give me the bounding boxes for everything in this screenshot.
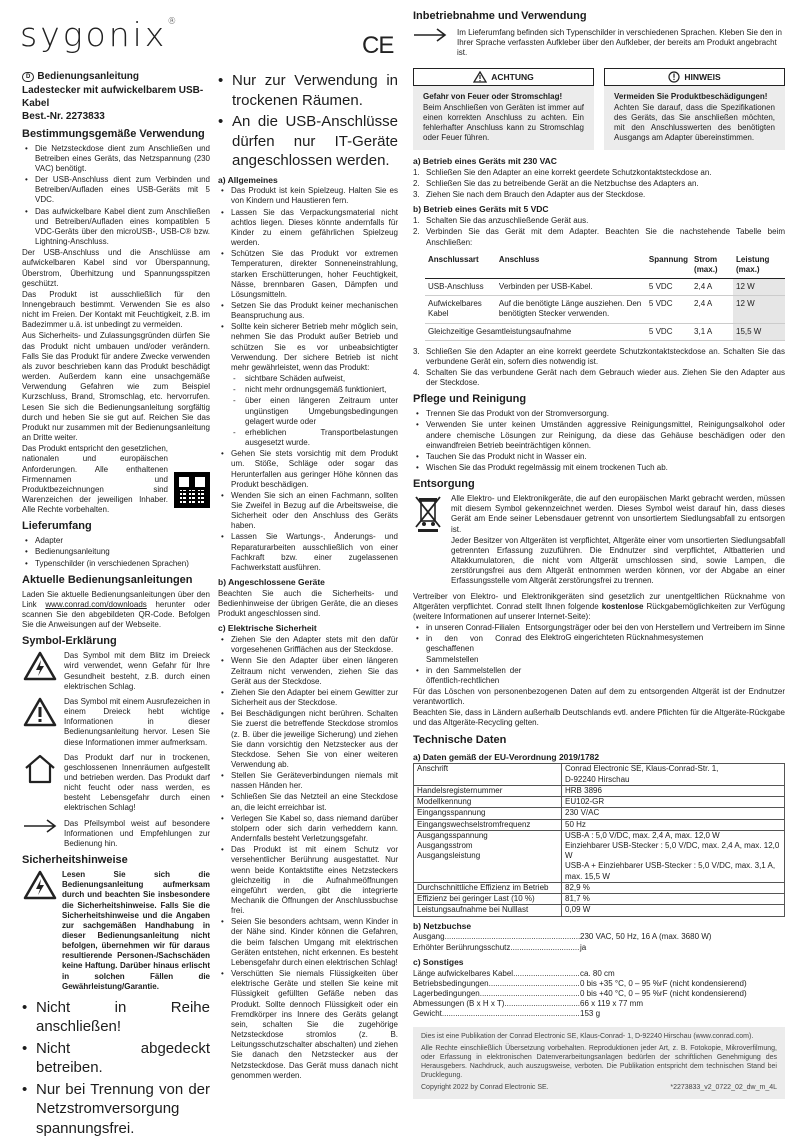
paragraph: Laden Sie aktuelle Bedienungsanleitungen über den Link www.conrad.com/downloads herunter oder scannen Sie den abgebildeten QR-Code. Befolgen Sie die Anweisungen auf der Webseite. — [22, 589, 210, 630]
heading-care: Pflege und Reinigung — [413, 393, 527, 406]
list-item: • Das aufwickelbare Kabel dient zum Anschließen und Betreiben/Aufladen eines kompatiblen 5 VDC-Geräts über den microUSB-, USB-C® bzw. Lightning-Anschluss. — [22, 207, 210, 248]
brand-logo: sygonix® — [20, 15, 177, 54]
paragraph: Der USB-Anschluss und die Anschlüsse am aufwickelbaren Kabel sind vor Überspannung, Überstrom, Überhitzung und Spannungsspitzen geschützt. — [22, 248, 210, 288]
list-item: 4. Schalten Sie das verbundene Gerät nach dem Gebrauch wieder aus. Ziehen Sie den Adapter aus der Steckdose. — [413, 368, 785, 388]
crossed-bin-icon — [413, 494, 443, 532]
list-item: • Schließen Sie das Netzteil an eine Steckdose an, die leicht erreichbar ist. — [218, 792, 398, 812]
list-item: • Nur bei Trennung von der Netzstromversorgung spannungsfrei. — [22, 1080, 210, 1139]
paragraph: Jeder Besitzer von Altgeräten ist verpflichtet, Altgeräte einer vom unsortierten Siedlungsabfall getrennten Erfassung zuzuführen. Die Endnutzer sind verpflichtet, Altbatterien und Altakkumulatoren, die nicht vom Altgerät umschlossen sind, sowie Lampen, die zerstörungsfrei aus dem Altgerät entnommen werden können, vor der Abgabe an einer Erfassungsstelle vom Altgerät zerstörungsfrei zu trennen. — [451, 535, 785, 586]
spec-row: Gewicht ..... 153 g — [413, 1009, 785, 1019]
spec-row: Länge aufwickelbares Kabel ..... ca. 80 cm — [413, 969, 785, 979]
warning-icon — [473, 71, 487, 83]
table-row — [414, 830, 785, 882]
column-1 — [22, 71, 210, 1140]
heading-misc: c) Sonstiges — [413, 956, 464, 967]
qr-code — [174, 472, 210, 508]
table-row — [414, 764, 785, 785]
steps-230v — [413, 168, 785, 200]
heading-tech: Technische Daten — [413, 733, 507, 746]
list-item: • in den von Conrad geschaffenen Sammelstellen — [413, 634, 521, 664]
copyright: Copyright 2022 by Conrad Electronic SE. — [421, 1083, 549, 1091]
heading-scope: Lieferumfang — [22, 520, 92, 533]
big-list — [22, 998, 210, 1139]
spec-row: Erhöhter Berührungsschutz ..... ja — [413, 943, 785, 953]
heading-230v: a) Betrieb eines Geräts mit 230 VAC — [413, 156, 557, 167]
heading-symbols: Symbol-Erklärung — [22, 635, 117, 648]
heading-disposal: Entsorgung — [413, 478, 475, 491]
symbol-row — [22, 697, 210, 748]
list-item: • Lassen Sie das Verpackungsmaterial nicht achtlos liegen. Dieses könnte andernfalls für Kinder zu einem gefährlichen Spielzeug werden. — [218, 208, 398, 249]
list-item: 3. Ziehen Sie nach dem Brauch den Adapter aus der Steckdose. — [413, 190, 785, 200]
paragraph: Vertreiber von Elektro- und Elektronikgeräten sind gesetzlich zur unentgeltlichen Rücknahme von Altgeräten verpflichtet. Conrad stellt Ihnen folgende kostenlose Rückgabemöglichkeiten zur Verfügung (weitere Informationen auf unserer Internet-Seite): — [413, 591, 785, 621]
symbol-text: Das Symbol mit einem Ausrufezeichen in einem Dreieck hebt wichtige Informationen in dieser Bedienungsanleitung hervor. Lesen Sie diese Informationen immer aufmerksam. — [64, 696, 210, 747]
list-item: • Der USB-Anschluss dient zum Verbinden und Betreiben/Aufladen eines USB-Geräts mit 5 VDC. — [22, 175, 210, 205]
misc-rows — [413, 969, 785, 1020]
table-row — [414, 797, 785, 808]
list-item: • Das Produkt ist kein Spielzeug. Halten Sie es von Kindern und Haustieren fern. — [218, 186, 398, 206]
list-item: - über einen längeren Zeitraum unter ungünstigen Umgebungsbedingungen gelagert wurde oder — [232, 396, 398, 426]
list-item: • Sollte kein sicherer Betrieb mehr möglich sein, nehmen Sie das Produkt außer Betrieb und schützen Sie es vor unbeabsichtigter Verwendung. Der sichere Betrieb ist nicht mehr gewährleistet, wenn das Produkt: — [218, 322, 398, 373]
list-item: • Typenschilder (in verschiedenen Sprachen) — [22, 559, 210, 569]
table-row — [414, 882, 785, 893]
list-item: • Bei Beschädigungen nicht berühren. Schalten Sie zuerst die betreffende Steckdose stromlos (z. B. über die jeweilige Sicherung) und ziehen Sie dann vorsichtig den Netzstecker aus der Steckdose. Sehen Sie von einer weiteren Verwendung ab. — [218, 709, 398, 770]
symbol-text: Das Pfeilsymbol weist auf besondere Informationen und Empfehlungen zur Bedienung hin. — [64, 818, 210, 848]
heading-socket: b) Netzbuchse — [413, 920, 472, 931]
list-item: • Stellen Sie Geräteverbindungen niemals mit nassen Händen her. — [218, 771, 398, 791]
language-icon: D — [22, 72, 34, 82]
table-cell: 50 Hz — [562, 819, 785, 830]
heading-current-manuals: Aktuelle Bedienungsanleitungen — [22, 573, 193, 586]
list-item: • Wenden Sie sich an einen Fachmann, sollten Sie Zweifel in Bezug auf die Arbeitsweise, die Sicherheit oder den Anschluss des Geräts haben. — [218, 491, 398, 532]
list-item: • Gehen Sie stets vorsichtig mit dem Produkt um. Stöße, Schläge oder sogar das Herunterfallen aus geringer Höhe können das Produkt beschädigen. — [218, 449, 398, 490]
table-cell: Eingangswechselstromfrequenz — [414, 819, 562, 830]
table-cell: Effizienz bei geringer Last (10 %) — [414, 894, 562, 905]
column-2 — [218, 71, 398, 1082]
doc-label: D Bedienungsanleitung — [22, 71, 210, 84]
lightning-warning-icon — [23, 870, 57, 900]
list-item: • Lassen Sie Wartungs-, Änderungs- und Reparaturarbeiten ausschließlich von einer Fachkraft bzw. einer zugelassenen Fachwerkstatt ausführen. — [218, 532, 398, 573]
general-list-2 — [218, 449, 398, 573]
paragraph: Das Produkt entspricht den gesetzlichen, nationalen und europäischen Anforderungen. Alle enthaltenen Firmennamen und Produktbezeichnungen sind Warenzeichen der jeweiligen Inhaber. Alle Rechte vorbehalten. — [22, 444, 168, 515]
imprint-line: Alle Rechte einschließlich Übersetzung vorbehalten. Reproduktionen jeder Art, z. B. Fotokopie, Mikroverfilmung, oder Erfassung in elektronischen Datenverarbeitungsanlagen bedürfen der schriftlichen Genehmigung des Herausgebers. Nachdruck, auch auszugsweise, verboten. Die Publikation entspricht dem technischen Stand bei Drucklegung. — [421, 1045, 777, 1079]
list-item: 1. Schalten Sie das anzuschließende Gerät aus. — [413, 216, 785, 226]
list-item: - nicht mehr ordnungsgemäß funktioniert, — [232, 385, 398, 395]
download-link[interactable]: www.conrad.com/downloads — [45, 599, 147, 609]
product-title: Ladestecker mit aufwickelbarem USB-Kabel — [22, 84, 204, 109]
table-cell: HRB 3896 — [562, 785, 785, 796]
house-icon — [23, 753, 57, 785]
notice-boxes — [413, 68, 785, 150]
paragraph: Alle Elektro- und Elektronikgeräte, die auf den europäischen Markt gebracht werden, müssen mit diesem Symbol gekennzeichnet werden. Dieses Symbol weist darauf hin, dass dieses Gerät am Ende seiner Lebensdauer getrennt von unsortiertem Siedlungsabfall zu entsorgen ist. — [451, 494, 785, 534]
electrical-list — [218, 635, 398, 1081]
table-cell: EU102-GR — [562, 797, 785, 808]
imprint-line: Dies ist eine Publikation der Conrad Electronic SE, Klaus-Conrad- 1, D-92240 Hirschau (www.conrad.com). — [421, 1033, 754, 1041]
exclamation-warning-icon — [23, 697, 57, 727]
table-cell: Leistungsaufnahme bei Nulllast — [414, 905, 562, 916]
heading-eu-data: a) Daten gemäß der EU-Verordnung 2019/1782 — [413, 751, 600, 762]
list-item: • Adapter — [22, 536, 210, 546]
list-item: • Wischen Sie das Produkt regelmässig mit einem trockenen Tuch ab. — [413, 463, 785, 473]
list-item: • Ziehen Sie den Adapter stets mit den dafür vorgesehenen Grifflächen aus der Steckdose. — [218, 635, 398, 655]
lightning-warning-icon — [23, 651, 57, 681]
table-row: Gleichzeitige Gesamtleistungsaufnahme 5 VDC 3,1 A 15,5 W — [425, 323, 785, 340]
list-item: • Nicht in Reihe anschließen! — [22, 998, 210, 1037]
table-cell: USB-A : 5,0 V/DC, max. 2,4 A, max. 12,0 W Einziehbarer USB-Stecker : 5,0 V/DC, max. 2,4 A, max. 12,0 W USB-A + Einziehbarer USB-Stecker : 5,0 V/DC, max. 3,1 A, max. 15,5 W — [562, 830, 785, 882]
list-item: • Nicht abgedeckt betreiben. — [22, 1039, 210, 1078]
list-item: • Tauchen Sie das Produkt nicht in Wasser ein. — [413, 452, 785, 462]
list-item: • Das Produkt ist mit einem Schutz vor versehentlicher Berührung ausgestattet. Nur wenn beide Kontaktstifte eines Netzsteckers gleichzeitig in die Aufnahmeöffnungen eingeführt werden, gibt die integrierte Mechanik die Öffnungen der Anschlussbuchse frei. — [218, 845, 398, 916]
heading-connected-devices: b) Angeschlossene Geräte — [218, 577, 325, 588]
paragraph: Aus Sicherheits- und Zulassungsgründen dürfen Sie das Produkt nicht umbauen und/oder verändern. Falls Sie das Produkt für andere Zwecke verwenden als zuvor beschrieben kann das Produkt beschädigt werden. Außerdem kann eine unsachgemäße Verwendung Gefahren wie zum Beispiel Kurzschluss, Brand, Stromschlag, etc. hervorrufen. Lesen Sie sich die Bedienungsanleitung sorgfältig durch und heben Sie sie gut auf. Reichen Sie das Produkt nur zusammen mit der Bedienungsanleitung an Dritte weiter. — [22, 331, 210, 443]
symbol-text: Das Produkt darf nur in trockenen, geschlossenen Innenräumen aufgestellt und betrieben werden. Das Produkt darf nicht feucht oder nass werden, es besteht Lebensgefahr durch einen elektrischen Schlag! — [64, 752, 210, 813]
list-item: - erheblichen Transportbelastungen ausgesetzt wurde. — [232, 428, 398, 448]
heading-use: Bestimmungsgemäße Verwendung — [22, 127, 205, 140]
safety-warning — [22, 870, 210, 992]
list-item: • Seien Sie besonders achtsam, wenn Kinder in der Nähe sind. Kinder können die Gefahren, die beim falschen Umgang mit elektrischen Geräten entstehen, nicht erkennen. Es besteht Lebensgefahr durch einen elektrischen Schlag! — [218, 917, 398, 968]
list-item: 3. Schließen Sie den Adapter an eine korrekt geerdete Schutzkontaktsteckdose an. Schalten Sie das verbundene Gerät ein, sofern dies notwendig ist. — [413, 347, 785, 367]
table-cell: Ausgangsspannung Ausgangsstrom Ausgangsleistung — [414, 830, 562, 882]
table-cell: Eingangsspannung — [414, 808, 562, 819]
imprint-box — [413, 1027, 785, 1098]
care-list — [413, 409, 785, 473]
table-cell: Modellkennung — [414, 797, 562, 808]
paragraph: Entsorgungsträger oder bei den von Herstellern und Vertreibern im Sinne des ElektroG eingerichteten Rücknahmesystemen — [525, 623, 785, 643]
general-list — [218, 186, 398, 373]
steps-5v — [413, 216, 785, 247]
table-cell: Conrad Electronic SE, Klaus-Conrad-Str. 1, D-92240 Hirschau — [562, 764, 785, 785]
table-row — [414, 819, 785, 830]
table-cell: 81,7 % — [562, 894, 785, 905]
list-item: • Verwenden Sie unter keinen Umständen aggressive Reinigungsmittel, Reinigungsalkohol oder andere chemische Lösungen zur Reinigung, da diese das Gehäuse beschädigen oder den einwandfreien Betrieb beeinträchtigen können. — [413, 420, 785, 450]
table-cell: Durchschnittliche Effizienz im Betrieb — [414, 882, 562, 893]
list-item: • Wenn Sie den Adapter über einen längeren Zeitraum nicht verwenden, ziehen Sie das Gerät aus der Steckdose. — [218, 656, 398, 686]
socket-rows — [413, 932, 785, 952]
heading-electrical-safety: c) Elektrische Sicherheit — [218, 623, 317, 634]
heading-start: Inbetriebnahme und Verwendung — [413, 10, 587, 22]
table-row — [414, 808, 785, 819]
spec-row: Lagerbedingungen ..... 0 bis +40 °C, 0 – 95 %rF (nicht kondensierend) — [413, 989, 785, 999]
table-row: Aufwickelbares Kabel Auf die benötigte Länge ausziehen. Den benötigten Stecker verwenden. 5 VDC 2,4 A 12 W — [425, 296, 785, 323]
start-note-text: Im Lieferumfang befinden sich Typenschilder in verschiedenen Sprachen. Kleben Sie den in Ihrer Sprache verfassten Aufkleber über den Aufkleber, der bereits am Produkt angebracht ist. — [457, 27, 782, 58]
safety-warning-text: Lesen Sie sich die Bedienungsanleitung aufmerksam durch und beachten Sie insbesondere die Sicherheitshinweise. Falls Sie die Sicherheitshinweise und die Angaben zur sachgemäßen Handhabung in dieser Bedienungsanleitung nicht befolgen, übernehmen wir für daraus resultierende Personen-/Sachschäden keine Haftung. Darüber hinaus erlischt in solchen Fällen die Gewährleistung/Garantie. — [62, 870, 210, 991]
table-cell: 230 V/AC — [562, 808, 785, 819]
heading-safety: Sicherheitshinweise — [22, 854, 128, 867]
paragraph: Das Produkt ist ausschließlich für den Innengebrauch bestimmt. Verwenden Sie es also nicht im Freien. Der Kontakt mit Feuchtigkeit, z.B. im Badezimmer u.ä. ist unbedingt zu vermeiden. — [22, 289, 210, 330]
list-item: • in den Sammelstellen der öffentlich-rechtlichen — [413, 666, 521, 686]
column-3 — [413, 10, 785, 1099]
table-row: USB-Anschluss Verbinden per USB-Kabel. 5 VDC 2,4 A 12 W — [425, 279, 785, 296]
caution-box: ACHTUNG Gefahr von Feuer oder Stromschlag! Beim Anschließen von Geräten ist immer auf einen korrekten Anschluss zu achten. Ein fehlerhafter Anschluss kann zu Stromschlag oder Feuer führen. — [413, 68, 594, 150]
symbol-row — [22, 819, 210, 849]
symbol-text: Das Symbol mit dem Blitz im Dreieck wird verwendet, wenn Gefahr für Ihre Gesundheit besteht, z.B. durch einen elektrischen Schlag. — [64, 651, 210, 691]
table-row — [414, 894, 785, 905]
info-icon — [668, 71, 680, 83]
paragraph: Für das Löschen von personenbezogenen Daten auf dem zu entsorgenden Altgerät ist der Endnutzer verantwortlich. — [413, 686, 785, 707]
list-item: 2. Verbinden Sie das Gerät mit dem Adapter. Beachten Sie die nachstehende Tabelle beim Anschließen: — [413, 227, 785, 247]
list-item: 2. Schließen Sie das zu betreibende Gerät an die Netzbuchse des Adapters an. — [413, 179, 785, 189]
heading-general: a) Allgemeines — [218, 174, 278, 185]
return-options — [413, 623, 785, 687]
list-item: • Schützen Sie das Produkt vor extremen Temperaturen, direkter Sonneneinstrahlung, starken Erschütterungen, hoher Feuchtigkeit, Nässe, brennbaren Gasen, Dämpfen und Lösungsmitteln. — [218, 249, 398, 300]
list-item: • Setzen Sie das Produkt keiner mechanischen Beanspruchung aus. — [218, 301, 398, 321]
table-row — [414, 785, 785, 796]
big-list — [218, 71, 398, 171]
list-item: • Bedienungsanleitung — [22, 547, 210, 557]
spec-row: Abmessungen (B x H x T) ..... 66 x 119 x 77 mm — [413, 999, 785, 1009]
disposal-block — [413, 494, 785, 587]
steps-5v-2 — [413, 347, 785, 389]
table-cell: Anschrift — [414, 764, 562, 785]
doc-code: *2273833_v2_0722_02_dw_m_4L — [670, 1083, 777, 1091]
start-note — [413, 28, 785, 58]
list-item: • Nur zur Verwendung in trockenen Räumen. — [218, 71, 398, 110]
arrow-icon — [413, 28, 447, 42]
list-item: • An die USB-Anschlüsse dürfen nur IT-Geräte angeschlossen werden. — [218, 112, 398, 171]
ce-mark: CE — [362, 32, 394, 59]
use-list — [22, 144, 210, 248]
notice-box: HINWEIS Vermeiden Sie Produktbeschädigungen! Achten Sie darauf, dass die Spezifikationen des Geräts, das Sie anschließen möchten, mit den Anschlusswerten des benötigten Ausgangs am Adapter übereinstimmen. — [604, 68, 785, 150]
list-item: • Verlegen Sie Kabel so, dass niemand darüber stolpern oder sich darin verheddern kann. Andernfalls besteht Verletzungsgefahr. — [218, 814, 398, 844]
connection-table: Anschlussart Anschluss Spannung Strom (max.) Leistung (max.) USB-Anschluss Verbinden per USB-Kabel. 5 VDC 2,4 A 12 W Aufwickelbares Kabel Auf die benötigte Länge ausziehen. Den benötigten Stecker verwenden. 5 VDC 2,4 A 12 W Gleichzeitige Gesamtleistungsaufnahme 5 VDC 3,1 A 15,5 W — [425, 252, 785, 341]
list-item: • Ziehen Sie den Adapter bei einem Gewitter zur Sicherheit aus der Steckdose. — [218, 688, 398, 708]
symbol-row — [22, 651, 210, 692]
list-item: • Trennen Sie das Produkt von der Stromversorgung. — [413, 409, 785, 419]
eu-data-table — [413, 763, 785, 916]
sub-list — [232, 374, 398, 448]
spec-row: Ausgang ..... 230 VAC, 50 Hz, 16 A (max. 3680 W) — [413, 932, 785, 942]
heading-5v: b) Betrieb eines Geräts mit 5 VDC — [413, 204, 549, 215]
list-item: - sichtbare Schäden aufweist, — [232, 374, 398, 384]
list-item: • Die Netzsteckdose dient zum Anschließen und Betreiben eines Geräts, das Netzspannung (230 VAC) benötigt. — [22, 144, 210, 174]
scope-list — [22, 536, 210, 568]
symbol-row — [22, 753, 210, 814]
arrow-icon — [23, 819, 57, 833]
list-item: • Verschütten Sie niemals Flüssigkeiten über elektrische Geräte und stellen Sie keine mit Flüssigkeit gefüllten Gefäße neben das Produkt. Sollte dennoch Flüssigkeit oder ein Fremdkörper ins Innere des Geräts gelangt sein, schalten Sie die zugehörige Netzsteckdose stromlos (z. B. Leitungsschutzschalter abschalten) und ziehen Sie danach den Netzstecker aus der Netzsteckdose. Das Gerät muss danach nicht genommen werden. — [218, 969, 398, 1081]
table-cell: 0,09 W — [562, 905, 785, 916]
table-row — [414, 905, 785, 916]
table-cell: 82,9 % — [562, 882, 785, 893]
list-item: 1. Schließen Sie den Adapter an eine korrekt geerdete Schutzkontaktsteckdose an. — [413, 168, 785, 178]
list-item: • in unseren Conrad-Filialen — [413, 623, 521, 633]
paragraph: Beachten Sie, dass in Ländern außerhalb Deutschlands evtl. andere Pflichten für die Altgeräte-Rückgabe und das Altgeräte-Recycling gelten. — [413, 708, 785, 728]
article-number: Best.-Nr. 2273833 — [22, 110, 105, 122]
paragraph: Beachten Sie auch die Sicherheits- und Bedienhinweise der übrigen Geräte, die an dieses Produkt angeschlossen sind. — [218, 588, 398, 619]
table-cell: Handelsregisternummer — [414, 785, 562, 796]
spec-row: Betriebsbedingungen ..... 0 bis +35 °C, 0 – 95 %rF (nicht kondensierend) — [413, 979, 785, 989]
